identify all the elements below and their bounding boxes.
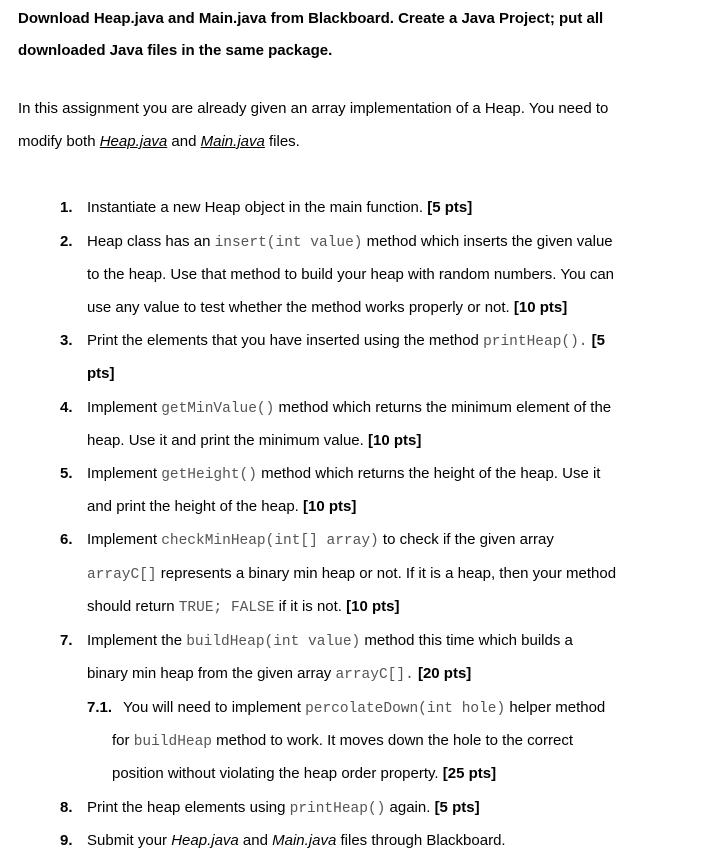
code-checkminheap: checkMinHeap(int[] array) [161,533,379,549]
item-number: 1. [60,199,73,216]
list-item: Print the heap elements using printHeap() again. [5 pts] [87,799,480,817]
intro-line-1: In this assignment you are already given an array implementation of a Heap. You need to [18,100,609,117]
list-item: Heap class has an insert(int value) method which inserts the given value [87,233,613,251]
code-insert: insert(int value) [214,235,363,251]
code-arrayc: arrayC[]. [335,667,414,683]
item-number: 7. [60,632,73,649]
list-item-continuation: should return TRUE; FALSE if it is not. [10 pts] [87,598,400,616]
list-item: Submit your Heap.java and Main.java files through Blackboard. [87,832,506,849]
list-item-continuation: arrayC[] represents a binary min heap or not. If it is a heap, then your method [87,565,617,583]
file-heap-java: Heap.java [99,133,168,150]
code-printheap: printHeap(). [483,334,588,350]
item-number: 7.1. [87,699,113,716]
code-getheight: getHeight() [161,467,257,483]
list-item-continuation: position without violating the heap order property. [25 pts] [112,765,497,782]
list-item: Implement getMinValue() method which returns the minimum element of the [87,399,612,417]
list-item-continuation: for buildHeap method to work. It moves down the hole to the correct [112,732,574,750]
item-number: 4. [60,399,73,416]
list-item-continuation: use any value to test whether the method works properly or not. [10 pts] [87,299,568,316]
code-buildheap: buildHeap [133,734,213,750]
header-line-2: downloaded Java files in the same package. [18,42,333,59]
item-number: 5. [60,465,73,482]
file-main-java: Main.java [200,133,265,150]
item-number: 3. [60,332,73,349]
code-true-false: TRUE; FALSE [178,600,275,616]
list-item: Instantiate a new Heap object in the main function. [5 pts] [87,199,473,216]
header-line-1: Download Heap.java and Main.java from Blackboard. Create a Java Project; put all [18,10,604,27]
list-item: Implement the buildHeap(int value) method this time which builds a [87,632,573,650]
list-item-continuation: binary min heap from the given array arrayC[]. [20 pts] [87,665,472,683]
code-getminvalue: getMinValue() [161,401,275,417]
code-percolatedown: percolateDown(int hole) [305,701,506,717]
intro-line-2: modify both Heap.java and Main.java files. [18,133,300,150]
item-number: 2. [60,233,73,250]
item-number: 9. [60,832,73,849]
list-item: Implement getHeight() method which returns the height of the heap. Use it [87,465,601,483]
file-main-java: Main.java [272,832,337,849]
list-item-continuation: and print the height of the heap. [10 pts] [87,498,357,515]
list-item-continuation: to the heap. Use that method to build your heap with random numbers. You can [87,266,615,283]
item-number: 8. [60,799,73,816]
list-item: Implement checkMinHeap(int[] array) to check if the given array [87,531,554,549]
file-heap-java: Heap.java [171,832,239,849]
code-printheap: printHeap() [289,801,386,817]
list-item-continuation: heap. Use it and print the minimum value. [10 pts] [87,432,422,449]
code-buildheap: buildHeap(int value) [186,634,361,650]
list-item-continuation: pts] [87,365,115,382]
code-arrayc: arrayC[] [87,567,157,583]
item-number: 6. [60,531,73,548]
list-item: You will need to implement percolateDown(int hole) helper method [123,699,606,717]
list-item: Print the elements that you have inserted using the method printHeap(). [5 [87,332,606,350]
